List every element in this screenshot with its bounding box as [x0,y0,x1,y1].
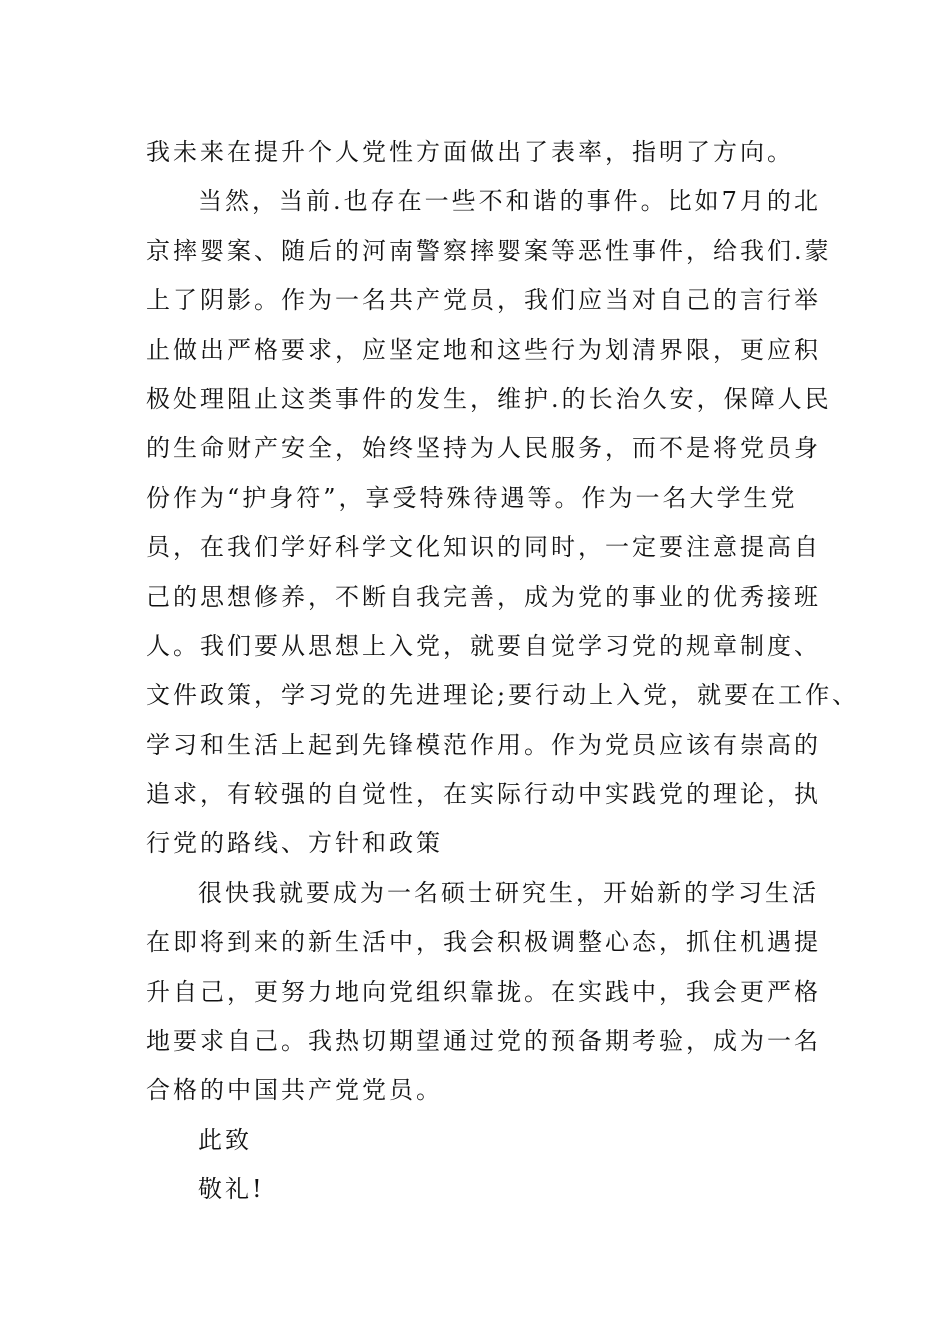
text-line-13: 学习和生活上起到先锋模范作用。作为党员应该有崇高的 [146,730,821,759]
text-line-7: 的生命财产安全，始终坚持为人民服务，而不是将党员身 [146,434,821,463]
text-line-3: 京摔婴案、随后的河南警察摔婴案等恶性事件，给我们.蒙 [146,236,832,265]
text-line-10: 己的思想修养，不断自我完善，成为党的事业的优秀接班 [146,582,821,611]
text-line-20: 合格的中国共产党党员。 [146,1076,443,1105]
text-line-15: 行党的路线、方针和政策 [146,829,443,858]
text-line-17: 在即将到来的新生活中，我会积极调整心态，抓住机遇提 [146,928,821,957]
letter-body [146,128,860,1215]
text-line-2: 当然，当前.也存在一些不和谐的事件。比如7月的北 [198,187,821,216]
text-line-5: 止做出严格要求，应坚定地和这些行为划清界限，更应积 [146,335,821,364]
text-line-19: 地要求自己。我热切期望通过党的预备期考验，成为一名 [146,1027,821,1056]
text-line-14: 追求，有较强的自觉性，在实际行动中实践党的理论，执 [146,780,821,809]
text-line-18: 升自己，更努力地向党组织靠拢。在实践中，我会更严格 [146,977,821,1006]
text-line-11: 人。我们要从思想上入党，就要自觉学习党的规章制度、 [146,631,821,660]
text-line-1: 我未来在提升个人党性方面做出了表率，指明了方向。 [146,138,794,166]
text-line-8: 份作为“护身符”，享受特殊待遇等。作为一名大学生党 [146,483,798,512]
text-line-12: 文件政策，学习党的先进理论;要行动上入党，就要在工作、 [146,681,860,710]
closing-regards-line: 敬礼! [198,1175,265,1204]
text-line-6: 极处理阻止这类事件的发生，维护.的长治久安，保障人民 [146,384,832,413]
closing-salutation-line: 此致 [198,1125,252,1154]
text-line-4: 上了阴影。作为一名共产党员，我们应当对自己的言行举 [146,286,821,315]
text-line-9: 员，在我们学好科学文化知识的同时，一定要注意提高自 [146,533,821,562]
text-line-16: 很快我就要成为一名硕士研究生，开始新的学习生活 [198,878,819,907]
